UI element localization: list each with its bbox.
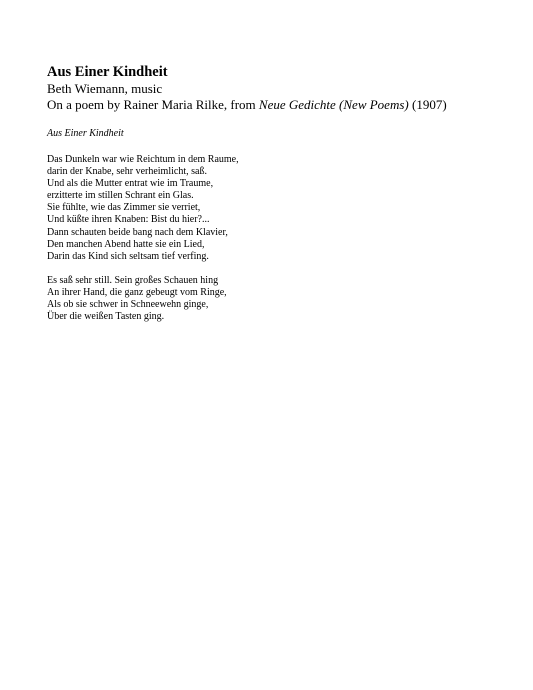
document-header bbox=[47, 64, 507, 113]
poem-stanza bbox=[47, 275, 487, 323]
poem-line: An ihrer Hand, die ganz gebeugt vom Ringe, bbox=[47, 287, 227, 299]
poem-line: erzitterte im stillen Schrant ein Glas. bbox=[47, 190, 194, 202]
poem-line: Sie fühlte, wie das Zimmer sie verriet, bbox=[47, 202, 201, 214]
source-year: (1907) bbox=[408, 97, 447, 112]
source-work-title: Neue Gedichte (New Poems) bbox=[258, 97, 409, 112]
piece-title: Aus Einer Kindheit bbox=[47, 64, 168, 80]
poem-stanza bbox=[47, 154, 487, 263]
poem-line: Und als die Mutter entrat wie im Traume, bbox=[47, 178, 214, 190]
poem-line: Den manchen Abend hatte sie ein Lied, bbox=[47, 238, 205, 250]
poem-line: Über die weißen Tasten ging. bbox=[47, 311, 165, 323]
poem-line: Das Dunkeln war wie Reichtum in dem Raume, bbox=[47, 154, 239, 165]
poem-source-credit bbox=[47, 97, 507, 113]
source-prefix: On a poem by Rainer Maria Rilke, from bbox=[47, 97, 259, 112]
composer-credit: Beth Wiemann, music bbox=[47, 81, 163, 96]
poem-line: Es saß sehr still. Sein großes Schauen hing bbox=[47, 275, 219, 286]
poem-title: Aus Einer Kindheit bbox=[47, 128, 124, 139]
poem-line: Und küßte ihren Knaben: Bist du hier?... bbox=[47, 214, 210, 226]
poem-line: Darin das Kind sich seltsam tief verfing. bbox=[47, 250, 209, 262]
poem-line: darin der Knabe, sehr verheimlicht, saß. bbox=[47, 166, 207, 178]
poem-line: Dann schauten beide bang nach dem Klavier, bbox=[47, 226, 228, 238]
poem-line: Als ob sie schwer in Schneewehn ginge, bbox=[47, 299, 209, 311]
